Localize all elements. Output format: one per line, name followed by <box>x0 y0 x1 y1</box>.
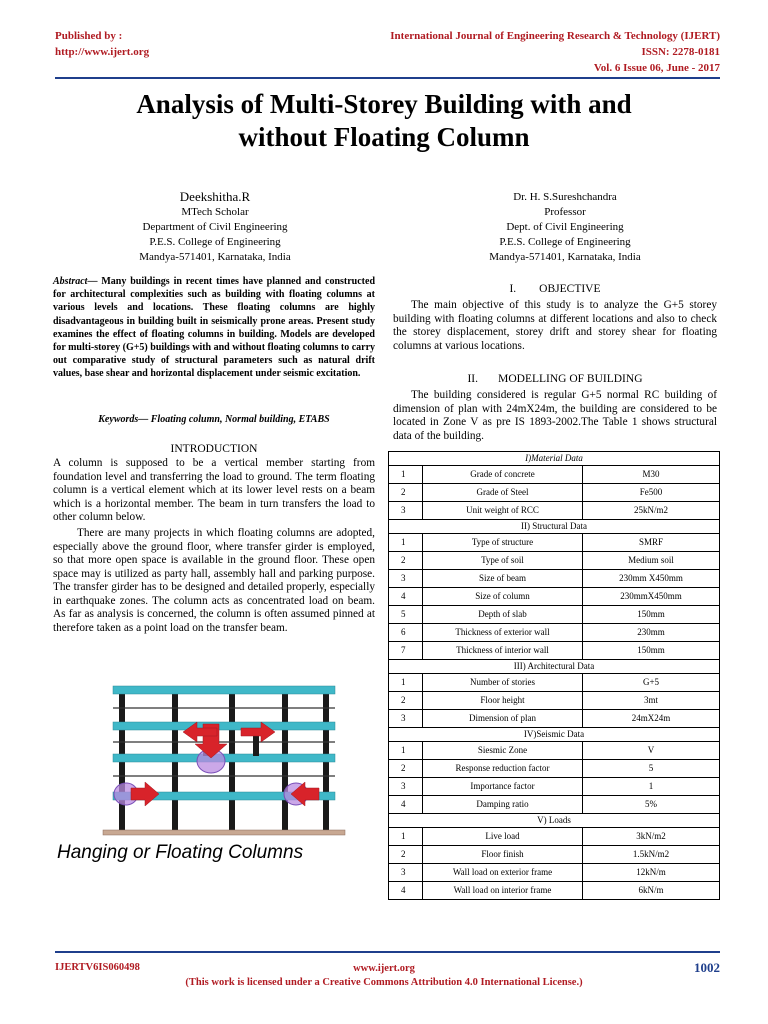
title-line-1: Analysis of Multi-Storey Building with and <box>136 89 632 119</box>
table-row <box>389 534 720 552</box>
row-value: 230mmX450mm <box>583 588 720 606</box>
row-number: 3 <box>389 864 423 882</box>
table-row <box>389 502 720 520</box>
table-group-title: I)Material Data <box>389 452 720 466</box>
title-line-2: without Floating Column <box>238 122 530 152</box>
table-row <box>389 606 720 624</box>
row-value: 3kN/m2 <box>583 828 720 846</box>
abstract-dash: — <box>87 276 102 287</box>
introduction-paragraph-1: A column is supposed to be a vertical member starting from foundation level and transferring the load to ground. The term floating column is a vertical element which at its lower level rests on a beam which is a horizontal member. The beam in turn transfers the load to other column below. <box>53 457 375 523</box>
table-row <box>389 484 720 502</box>
header-publisher <box>55 28 149 60</box>
row-value: 230mm <box>583 624 720 642</box>
table-group-header <box>389 814 720 828</box>
author-dept: Department of Civil Engineering <box>142 221 288 233</box>
table-group-header <box>389 452 720 466</box>
row-parameter: Dimension of plan <box>423 710 583 728</box>
table-row <box>389 624 720 642</box>
row-value: 24mX24m <box>583 710 720 728</box>
row-number: 3 <box>389 778 423 796</box>
row-value: G+5 <box>583 674 720 692</box>
table-group-title: IV)Seismic Data <box>389 728 720 742</box>
paper-title <box>60 88 708 154</box>
table-row <box>389 796 720 814</box>
volume-issue: Vol. 6 Issue 06, June - 2017 <box>593 62 720 74</box>
objective-paragraph: The main objective of this study is to analyze the G+5 storey building with floating columns at different locations and also to check the storey displacement, storey drift and storey shear for floating columns at various locations. <box>393 299 717 352</box>
row-number: 2 <box>389 484 423 502</box>
row-value: 1.5kN/m2 <box>583 846 720 864</box>
row-parameter: Wall load on exterior frame <box>423 864 583 882</box>
table-row <box>389 674 720 692</box>
introduction-heading: INTRODUCTION <box>170 443 258 455</box>
row-value: 150mm <box>583 642 720 660</box>
row-parameter: Type of structure <box>423 534 583 552</box>
modelling-paragraph: The building considered is regular G+5 normal RC building of dimension of plan with 24mX24m, the building are considered to be located in Zone V as pre IS 1893-2002.The Table 1 shows structural data of the building. <box>393 389 717 442</box>
license-note: (This work is licensed under a Creative Commons Attribution 4.0 International License.) <box>185 977 583 988</box>
row-number: 2 <box>389 846 423 864</box>
row-parameter: Importance factor <box>423 778 583 796</box>
author-college: P.E.S. College of Engineering <box>149 236 281 248</box>
author-name: Deekshitha.R <box>179 189 251 204</box>
row-parameter: Size of beam <box>423 570 583 588</box>
row-value: M30 <box>583 466 720 484</box>
table-group-header <box>389 660 720 674</box>
row-parameter: Grade of Steel <box>423 484 583 502</box>
table-row <box>389 588 720 606</box>
table-group-title: III) Architectural Data <box>389 660 720 674</box>
author-name: Dr. H. S.Sureshchandra <box>513 191 617 203</box>
row-number: 4 <box>389 588 423 606</box>
floating-columns-figure <box>53 684 375 864</box>
introduction-paragraph-2: There are many projects in which floating columns are adopted, especially above the ground floor, where transfer girder is employed, so that more open space is available in the ground floor. These open space may is utilized as party hall, assembly hall and parking purpose. The transfer girder has to be designed and detailed properly, especially in earthquake zones. The column acts as concentrated load on beam. As far as analysis is concerned, the column is often assumed pinned at therefore taken as a point load on the transfer beam. <box>53 527 375 634</box>
header-journal-info <box>390 28 720 76</box>
abstract-text: Many buildings in recent times have planned and constructed for architectural complexities such as building with floating columns at various levels and locations. These floating columns are highly disadvantageous in building built in seismically prone areas. Present study examines the effect of floating columns in building. Models are developed for multi-storey (G+5) buildings with and without floating columns to carry out comparative study of structural parameters such as natural drift values, base shear and horizontal displacement under seismic excitation. <box>53 276 376 380</box>
footer-center <box>0 962 768 990</box>
row-parameter: Depth of slab <box>423 606 583 624</box>
structural-data-table <box>388 451 720 900</box>
table-group-title: V) Loads <box>389 814 720 828</box>
published-by-label: Published by : <box>55 30 123 42</box>
table-group-header <box>389 520 720 534</box>
footer-url-link[interactable]: www.ijert.org <box>353 963 415 974</box>
table-row <box>389 882 720 900</box>
row-number: 7 <box>389 642 423 660</box>
row-number: 2 <box>389 760 423 778</box>
table-row <box>389 864 720 882</box>
row-number: 1 <box>389 828 423 846</box>
table-group-title: II) Structural Data <box>389 520 720 534</box>
author-role: MTech Scholar <box>181 206 249 218</box>
row-parameter: Wall load on interior frame <box>423 882 583 900</box>
row-parameter: Floor height <box>423 692 583 710</box>
table-row <box>389 828 720 846</box>
row-number: 1 <box>389 674 423 692</box>
author-college: P.E.S. College of Engineering <box>499 236 631 248</box>
author-place: Mandya-571401, Karnataka, India <box>489 251 641 263</box>
author-1 <box>100 188 330 265</box>
row-value: 3mt <box>583 692 720 710</box>
table-row <box>389 466 720 484</box>
table-row <box>389 742 720 760</box>
row-number: 4 <box>389 882 423 900</box>
figure-caption: Hanging or Floating Columns <box>57 842 304 863</box>
keywords: Keywords— Floating column, Normal building, ETABS <box>98 414 330 425</box>
row-number: 6 <box>389 624 423 642</box>
author-place: Mandya-571401, Karnataka, India <box>139 251 291 263</box>
modelling-heading: II. MODELLING OF BUILDING <box>467 373 643 385</box>
row-parameter: Response reduction factor <box>423 760 583 778</box>
row-value: 6kN/m <box>583 882 720 900</box>
row-parameter: Damping ratio <box>423 796 583 814</box>
row-parameter: Number of stories <box>423 674 583 692</box>
row-number: 1 <box>389 466 423 484</box>
table-row <box>389 760 720 778</box>
row-number: 4 <box>389 796 423 814</box>
row-value: 5% <box>583 796 720 814</box>
row-number: 3 <box>389 502 423 520</box>
table-row <box>389 692 720 710</box>
table-row <box>389 642 720 660</box>
header-divider <box>55 77 720 79</box>
issn: ISSN: 2278-0181 <box>641 46 720 58</box>
row-number: 1 <box>389 742 423 760</box>
author-role: Professor <box>544 206 586 218</box>
table-group-header <box>389 728 720 742</box>
row-number: 2 <box>389 692 423 710</box>
paper-id: IJERTV6IS060498 <box>55 962 140 973</box>
row-value: V <box>583 742 720 760</box>
author-dept: Dept. of Civil Engineering <box>506 221 624 233</box>
abstract-label: Abstract <box>53 276 88 287</box>
row-parameter: Thickness of exterior wall <box>423 624 583 642</box>
row-parameter: Live load <box>423 828 583 846</box>
row-value: SMRF <box>583 534 720 552</box>
row-parameter: Siesmic Zone <box>423 742 583 760</box>
footer-divider <box>55 951 720 953</box>
row-value: 150mm <box>583 606 720 624</box>
row-parameter: Unit weight of RCC <box>423 502 583 520</box>
row-number: 2 <box>389 552 423 570</box>
row-value: 5 <box>583 760 720 778</box>
row-number: 3 <box>389 570 423 588</box>
journal-name: International Journal of Engineering Research & Technology (IJERT) <box>390 30 720 42</box>
ground-strip <box>103 830 345 835</box>
table-row <box>389 846 720 864</box>
table-row <box>389 570 720 588</box>
row-value: Medium soil <box>583 552 720 570</box>
row-value: 12kN/m <box>583 864 720 882</box>
table-row <box>389 710 720 728</box>
row-parameter: Grade of concrete <box>423 466 583 484</box>
page-number: 1002 <box>694 960 720 975</box>
row-value: 1 <box>583 778 720 796</box>
row-parameter: Floor finish <box>423 846 583 864</box>
floating-columns-diagram <box>53 684 375 864</box>
row-number: 1 <box>389 534 423 552</box>
row-parameter: Size of column <box>423 588 583 606</box>
abstract <box>53 275 375 381</box>
row-parameter: Type of soil <box>423 552 583 570</box>
table-row <box>389 778 720 796</box>
objective-heading: I. OBJECTIVE <box>509 283 601 295</box>
row-number: 3 <box>389 710 423 728</box>
row-value: 25kN/m2 <box>583 502 720 520</box>
row-parameter: Thickness of interior wall <box>423 642 583 660</box>
row-value: 230mm X450mm <box>583 570 720 588</box>
row-value: Fe500 <box>583 484 720 502</box>
journal-url-link[interactable]: http://www.ijert.org <box>55 46 150 58</box>
table-row <box>389 552 720 570</box>
author-2 <box>450 190 680 265</box>
table-body <box>389 452 720 900</box>
row-number: 5 <box>389 606 423 624</box>
